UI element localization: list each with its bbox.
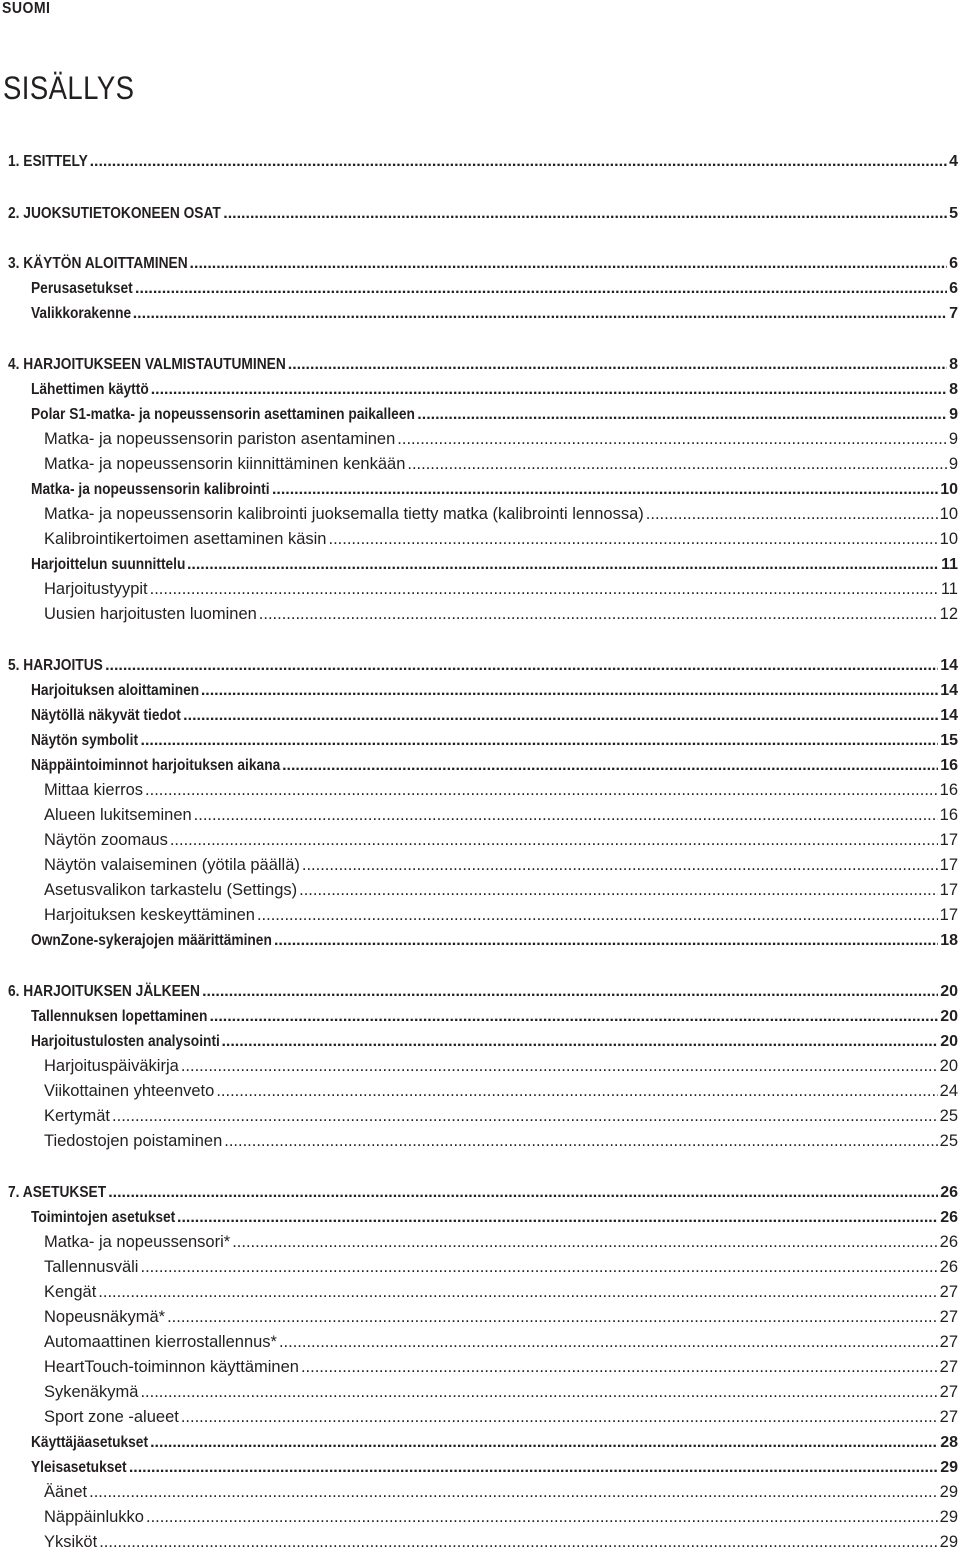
toc-entry[interactable] [44,778,958,803]
toc-entry-title: Harjoituksen aloittaminen [31,681,200,699]
toc-entry-page: 8 [949,380,958,398]
toc-entry[interactable] [31,1455,958,1480]
toc-entry[interactable] [31,928,958,953]
toc-entry[interactable] [44,1255,958,1280]
toc-entry[interactable] [31,1029,958,1054]
toc-entry-title: 3. KÄYTÖN ALOITTAMINEN [8,254,188,272]
toc-entry-title: Matka- ja nopeussensorin kiinnittäminen kenkään [44,455,406,473]
toc-entry-page: 16 [939,806,958,824]
toc-entry-page: 10 [939,505,958,523]
toc-entry-page: 8 [949,355,958,373]
dot-leader [90,154,948,170]
toc-entry[interactable] [44,1280,958,1305]
dot-leader [177,1210,938,1226]
toc-entry-title: Käyttäjäasetukset [31,1433,149,1451]
toc-entry-title: OwnZone-sykerajojen määrittäminen [31,931,272,949]
toc-entry-title: 7. ASETUKSET [8,1183,107,1201]
toc-entry[interactable] [8,352,958,377]
dot-leader [183,708,938,724]
dot-leader [129,1460,938,1476]
dot-leader [302,857,938,874]
toc-entry[interactable] [44,878,958,903]
toc-entry-title: Valikkorakenne [31,304,132,322]
toc-entry-page: 29 [939,1508,958,1526]
toc-entry[interactable] [44,1104,958,1129]
toc-entry-page: 20 [940,982,958,1000]
toc-entry-page: 20 [940,1007,958,1025]
toc-entry-page: 26 [940,1183,958,1201]
toc-entry-page: 26 [940,1208,958,1226]
toc-entry-title: Näytöllä näkyvät tiedot [31,706,181,724]
language-label: SUOMI [2,0,51,17]
toc-entry[interactable] [44,1129,958,1154]
toc-entry[interactable] [8,149,958,174]
toc-entry[interactable] [8,653,958,678]
dot-leader [417,407,947,423]
toc-entry-title: Nopeusnäkymä* [44,1308,166,1326]
toc-entry[interactable] [44,1480,958,1505]
toc-entry-title: Alueen lukitseminen [44,806,192,824]
dot-leader [187,557,939,573]
dot-leader [105,658,938,674]
dot-leader [221,1034,938,1050]
toc-entry[interactable] [44,1505,958,1530]
toc-entry[interactable] [31,1205,958,1230]
toc-entry[interactable] [31,301,958,326]
toc-entry-title: 4. HARJOITUKSEEN VALMISTAUTUMINEN [8,355,286,373]
toc-entry-page: 9 [948,455,958,473]
toc-entry-title: Harjoituksen keskeyttäminen [44,906,255,924]
toc-entry-page: 5 [949,204,958,222]
toc-entry[interactable] [44,527,958,552]
toc-entry[interactable] [44,903,958,928]
toc-entry-title: Harjoituspäiväkirja [44,1057,179,1075]
toc-entry-title: Kertymät [44,1107,111,1125]
toc-entry[interactable] [44,427,958,452]
toc-entry-page: 29 [940,1458,958,1476]
dot-leader [259,606,938,623]
toc-entry-title: Tallennuksen lopettaminen [31,1007,208,1025]
toc-entry-title: Tallennusväli [44,1258,139,1276]
toc-entry-page: 27 [939,1408,958,1426]
dot-leader [328,531,937,548]
dot-leader [181,1409,938,1426]
dot-leader [272,482,938,498]
toc-entry-title: Matka- ja nopeussensorin pariston asentaminen [44,430,396,448]
dot-leader [190,256,948,272]
dot-leader [201,683,938,699]
toc-entry-page: 29 [939,1483,958,1501]
dot-leader [146,1509,938,1526]
toc-entry-title: Asetusvalikon tarkastelu (Settings) [44,881,298,899]
toc-entry-title: Matka- ja nopeussensori* [44,1233,231,1251]
toc-entry-title: Yleisasetukset [31,1458,127,1476]
toc-entry-page: 6 [949,279,958,297]
toc-entry[interactable] [31,678,958,703]
dot-leader [397,431,947,448]
toc-entry-page: 25 [939,1107,958,1125]
toc-entry-title: Kalibrointikertoimen asettaminen käsin [44,530,327,548]
dot-leader [407,456,946,473]
toc-entry-page: 11 [940,580,958,598]
toc-entry[interactable] [44,1230,958,1255]
dot-leader [98,1284,937,1301]
toc-entry-title: Sport zone -alueet [44,1408,179,1426]
toc-entry[interactable] [31,703,958,728]
toc-entry-title: Tiedostojen poistaminen [44,1132,223,1150]
dot-leader [145,782,938,799]
dot-leader [151,382,947,398]
toc-entry[interactable] [31,377,958,402]
toc-entry[interactable] [44,1530,958,1555]
toc-entry[interactable] [31,1430,958,1455]
toc-entry-page: 14 [940,681,958,699]
toc-entry-page: 10 [939,530,958,548]
toc-entry-title: Lähettimen käyttö [31,380,149,398]
dot-leader [257,907,938,924]
toc-entry-page: 27 [939,1308,958,1326]
dot-leader [141,733,939,749]
dot-leader [99,1534,937,1551]
toc-entry[interactable] [8,201,958,226]
dot-leader [216,1083,937,1100]
toc-entry-page: 18 [940,931,958,949]
toc-entry-page: 27 [939,1383,958,1401]
toc-entry-page: 29 [939,1533,958,1551]
toc-entry-page: 16 [939,781,958,799]
toc-entry-page: 6 [949,254,958,272]
toc-entry[interactable] [31,477,958,502]
toc-entry[interactable] [44,1079,958,1104]
toc-entry-page: 15 [940,731,958,749]
toc-entry-page: 14 [940,656,958,674]
dot-leader [167,1309,938,1326]
dot-leader [274,933,938,949]
toc-entry-page: 16 [940,756,958,774]
toc-entry[interactable] [44,502,958,527]
dot-leader [112,1108,938,1125]
toc-entry[interactable] [44,1330,958,1355]
toc-entry[interactable] [44,1054,958,1079]
toc-entry[interactable] [8,251,958,276]
dot-leader [140,1259,937,1276]
toc-entry-page: 7 [949,304,958,322]
toc-entry[interactable] [31,276,958,301]
toc-entry-title: Viikottainen yhteenveto [44,1082,215,1100]
toc-entry-title: Automaattinen kierrostallennus* [44,1333,277,1351]
toc-entry-page: 10 [940,480,958,498]
dot-leader [223,206,947,222]
toc-entry-page: 17 [939,906,958,924]
toc-entry-page: 27 [939,1283,958,1301]
toc-entry[interactable] [31,552,958,577]
toc-entry-title: Sykenäkymä [44,1383,139,1401]
dot-leader [282,758,938,774]
toc-entry[interactable] [8,1180,958,1205]
toc-entry-page: 27 [939,1333,958,1351]
toc-entry-title: 5. HARJOITUS [8,656,103,674]
toc-entry-title: Matka- ja nopeussensorin kalibrointi juoksemalla tietty matka (kalibrointi lennossa) [44,505,644,523]
toc-entry-page: 17 [939,856,958,874]
toc-entry-page: 9 [949,405,958,423]
toc-entry[interactable] [31,728,958,753]
dot-leader [194,807,938,824]
dot-leader [299,882,938,899]
toc-entry-page: 9 [948,430,958,448]
toc-entry-title: Harjoitustulosten analysointi [31,1032,220,1050]
toc-entry-title: Näytön valaiseminen (yötila päällä) [44,856,300,874]
toc-entry-title: Harjoitustyypit [44,580,148,598]
toc-entry-page: 28 [940,1433,958,1451]
toc-entry[interactable] [44,1355,958,1380]
dot-leader [202,984,938,1000]
toc-entry-page: 20 [940,1032,958,1050]
toc-entry[interactable] [44,602,958,627]
toc-entry-page: 14 [940,706,958,724]
toc-entry-page: 26 [939,1258,958,1276]
dot-leader [181,1058,938,1075]
toc-entry-title: Näppäintoiminnot harjoituksen aikana [31,756,281,774]
toc-entry[interactable] [44,803,958,828]
toc-entry-title: Kengät [44,1283,97,1301]
toc-entry-title: HeartTouch-toiminnon käyttäminen [44,1358,299,1376]
toc-entry[interactable] [44,1405,958,1430]
dot-leader [150,1435,938,1451]
page-title: SISÄLLYS [3,70,135,106]
toc-entry-page: 27 [939,1358,958,1376]
toc-entry-title: Polar S1-matka- ja nopeussensorin asettaminen paikalleen [31,405,415,423]
toc-entry-page: 25 [939,1132,958,1150]
toc-entry-page: 20 [939,1057,958,1075]
dot-leader [170,832,938,849]
toc-entry-title: Näytön symbolit [31,731,139,749]
dot-leader [133,306,947,322]
dot-leader [135,281,947,297]
toc-entry[interactable] [44,1380,958,1405]
dot-leader [89,1484,938,1501]
dot-leader [209,1009,938,1025]
toc-entry-page: 26 [939,1233,958,1251]
toc-entry[interactable] [44,452,958,477]
dot-leader [140,1384,937,1401]
toc-entry[interactable] [31,1004,958,1029]
toc-entry-title: Äänet [44,1483,88,1501]
toc-entry-title: Matka- ja nopeussensorin kalibrointi [31,480,270,498]
toc-entry-page: 11 [941,555,958,573]
toc-entry-title: Näppäinlukko [44,1508,144,1526]
toc-entry-page: 4 [949,152,958,170]
toc-entry[interactable] [8,979,958,1004]
dot-leader [279,1334,938,1351]
dot-leader [224,1133,937,1150]
toc-entry-page: 17 [939,881,958,899]
dot-leader [108,1185,938,1201]
toc-entry[interactable] [44,1305,958,1330]
toc-entry[interactable] [44,828,958,853]
toc-entry-title: 6. HARJOITUKSEN JÄLKEEN [8,982,200,1000]
toc-entry[interactable] [31,402,958,427]
dot-leader [646,506,938,523]
toc-entry-title: Perusasetukset [31,279,133,297]
dot-leader [288,357,947,373]
toc-entry-page: 12 [939,605,958,623]
toc-entry-page: 17 [939,831,958,849]
toc-entry-title: Toimintojen asetukset [31,1208,176,1226]
toc-entry-title: Mittaa kierros [44,781,144,799]
dot-leader [301,1359,938,1376]
toc-entry-title: Uusien harjoitusten luominen [44,605,257,623]
toc-entry-title: Näytön zoomaus [44,831,168,849]
toc-entry-title: Harjoittelun suunnittelu [31,555,186,573]
toc-entry[interactable] [31,753,958,778]
toc-entry-title: Yksiköt [44,1533,98,1551]
toc-entry[interactable] [44,577,958,602]
dot-leader [232,1234,937,1251]
toc-entry-title: 1. ESITTELY [8,152,88,170]
toc-entry-title: 2. JUOKSUTIETOKONEEN OSAT [8,204,221,222]
toc-entry-page: 24 [939,1082,958,1100]
dot-leader [150,581,939,598]
toc-entry[interactable] [44,853,958,878]
